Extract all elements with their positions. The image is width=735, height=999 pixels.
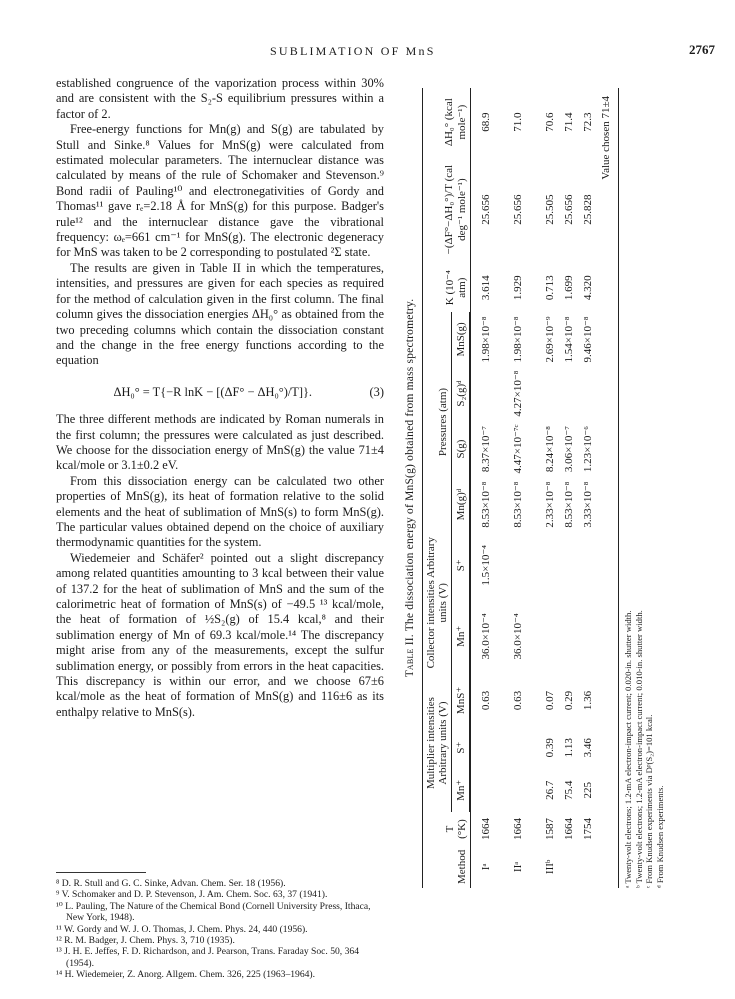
cell-dh: 68.9 (479, 112, 492, 132)
body-paragraph: From this dissociation energy can be calculated two other properties of MnS(g), its heat of formation relative to the solid elements and the heat of sublimation of MnS(s) to form MnS(g). The particular values obtained depend on the choice of auxiliary thermodynamic quantities for the system. (56, 473, 384, 550)
cell-ps: 8.37×10⁻⁷ (480, 426, 492, 473)
cell-pmn: 8.53×10⁻⁸ (480, 481, 492, 528)
cell-ps2 (559, 366, 578, 420)
table-row (578, 88, 597, 888)
header-mn-plus: Mn⁺ (452, 768, 470, 812)
footnote-rule (56, 872, 146, 873)
cell-cs (578, 532, 597, 599)
cell-fef: 25.656 (511, 194, 524, 225)
equation-number: (3) (369, 384, 384, 399)
cell-dh: 72.3 (581, 112, 594, 132)
cell-pmns: 1.54×10⁻⁸ (563, 316, 575, 363)
footnote: ⁹ V. Schomaker and D. P. Stevenson, J. Am. Chem. Soc. 63, 37 (1941). (56, 889, 328, 901)
header-k: K (10⁻⁴ atm) (423, 263, 470, 312)
cell-pmn: 8.53×10⁻⁸ (512, 481, 524, 528)
footnote: ¹⁴ H. Wiedemeier, Z. Anorg. Allgem. Chem. 326, 225 (1963–1964). (56, 969, 316, 981)
page-number: 2767 (689, 42, 715, 57)
cell-cmn (559, 599, 578, 674)
table-row-chosen (597, 88, 619, 888)
header-p-s: S(g) (452, 421, 470, 478)
cell-t: 1664 (562, 818, 575, 841)
footnotes (56, 878, 384, 981)
cell-k: 3.614 (479, 275, 492, 301)
cell-fef: 25.828 (581, 194, 594, 225)
running-title: SUBLIMATION OF MnS (270, 44, 436, 58)
cell-mns: 0.63 (479, 690, 492, 711)
cell-ps2: 4.27×10⁻⁸ (512, 370, 524, 417)
cell-pmns: 9.46×10⁻⁸ (582, 316, 594, 363)
header-multiplier-group: Multiplier intensities Arbitrary units (V) (423, 674, 452, 812)
cell-mns: 0.29 (562, 690, 575, 711)
cell-s (495, 727, 527, 768)
footnote: ⁸ D. R. Stull and G. C. Sinke, Advan. Chem. Ser. 18 (1956). (56, 878, 286, 889)
cell-t: 1664 (511, 818, 524, 841)
body-paragraph: established congruence of the vaporization process within 30% and are consistent with the S₂-S equilibrium pressures within a factor of 2. (56, 76, 384, 121)
header-collector-mn-plus: Mn⁺ (452, 599, 470, 674)
cell-t: 1754 (581, 818, 594, 841)
table-note: ᵈ From Knudsen experiments. (654, 785, 665, 888)
table-caption (404, 88, 416, 888)
cell-ps: 1.23×10⁻⁶ (582, 426, 594, 473)
cell-fef: 25.505 (543, 194, 556, 225)
footnote: ¹⁰ L. Pauling, The Nature of the Chemical Bond (Cornell University Press, Ithaca, New York, 1948). (56, 900, 371, 924)
cell-pmns: 2.69×10⁻⁹ (544, 316, 556, 363)
cell-ps: 4.47×10⁻⁷ᶜ (512, 424, 524, 474)
cell-mn: 225 (581, 782, 594, 799)
cell-cmn: 36.0×10⁻⁴ (512, 613, 524, 660)
cell-mn (471, 768, 496, 812)
cell-method: IIIᵇ (543, 859, 556, 875)
equation (56, 385, 384, 400)
cell-s: 3.46 (581, 738, 594, 758)
cell-ps: 8.24×10⁻⁸ (544, 426, 556, 473)
cell-method: Iᵃ (479, 863, 492, 871)
cell-dh: 71.0 (511, 112, 524, 132)
cell-dh: 70.6 (543, 112, 556, 132)
cell-pmns: 1.98×10⁻⁸ (480, 316, 492, 363)
cell-mns: 0.63 (511, 690, 524, 711)
cell-pmn: 2.33×10⁻⁸ (544, 481, 556, 528)
table-note: ᵇ Twenty-volt electrons; 1.2-mA electron-impact current; 0.010-in. shutter width. (633, 610, 644, 888)
footnote: ¹³ J. H. E. Jeffes, F. D. Richardson, and J. Pearson, Trans. Faraday Soc. 50, 364 (1954). (56, 946, 359, 969)
equation-text: ΔH₀° = T{−R lnK − [(ΔF° − ΔH₀°)/T]}. (113, 384, 313, 399)
cell-k: 0.713 (543, 275, 556, 301)
cell-cs (559, 532, 578, 599)
rotated-table (404, 88, 724, 888)
cell-k: 1.929 (511, 275, 524, 301)
table-note: ᵃ Twenty-volt electrons; 1.2-mA electron-impact current; 0.020-in. shutter width. (623, 610, 633, 888)
cell-method: IIᵃ (511, 861, 524, 873)
left-text-column (56, 76, 384, 720)
table-row (495, 88, 527, 888)
header-p-mns: MnS(g) (452, 312, 470, 366)
cell-mns: 0.07 (543, 690, 556, 711)
table-row (559, 88, 578, 888)
cell-cs: 1.5×10⁻⁴ (480, 544, 492, 586)
header-method: Method (423, 846, 470, 888)
body-paragraph: Wiedemeier and Schäfer² pointed out a slight discrepancy among related quantities amounting to 3 kcal between their value of 137.2 for the heat of sublimation of MnS and the sum of the calorimetric heat of formation of MnS(s) of −49.5 ¹³ kcal/mole, the heat of formation of ½S₂(g) of 15.4 kcal,⁸ and their sublimation energy of Mn of 69.3 kcal/mole.¹⁴ The discrepancy might arise from any of the measurements, except the sulfur sublimation energy, or possibly from errors in the heat capacities. This discrepancy is within our error, and we choose 67±6 kcal/mole as the heat of formation of MnS(g) and 116±6 as its enthalpy relative to MnS(s). (56, 550, 384, 719)
cell-cs (527, 532, 559, 599)
table-notes (623, 88, 665, 888)
cell-pmns: 1.98×10⁻⁸ (512, 316, 524, 363)
cell-pmn: 3.33×10⁻⁸ (582, 481, 594, 528)
footnote: ¹¹ W. Gordy and W. J. O. Thomas, J. Chem. Phys. 24, 440 (1956). (56, 923, 308, 935)
header-mns-plus: MnS⁺ (452, 674, 470, 727)
cell-t: 1664 (479, 818, 492, 841)
header-collector-s-plus: S⁺ (452, 532, 470, 599)
body-paragraph: Free-energy functions for Mn(g) and S(g) are tabulated by Stull and Sinke.⁸ Values for MnS(g) were calculated from estimated molecular parameters. The internuclear distance was calculated by means of the rule of Schomaker and Stevenson.⁹ Bond radii of Pauling¹⁰ and electronegativities of Gordy and Thomas¹¹ gave rₑ=2.18 Å for MnS(g) for this purpose. Badger's rule¹² and the internuclear distance gave the vibrational frequency: ωₑ=661 cm⁻¹ for MnS(g). The electronic degeneracy for MnS was taken to be 2 corresponding to postulated ²Σ state. (56, 122, 384, 260)
value-chosen: Value chosen 71±4 (600, 96, 612, 180)
cell-dh: 71.4 (562, 112, 575, 132)
table-caption-label: Table II. (404, 634, 416, 678)
header-free-energy: −(ΔF°−ΔH₀°)/T (cal deg⁻¹ mole⁻¹) (423, 156, 470, 263)
cell-s (471, 727, 496, 768)
table-caption-text: The dissociation energy of MnS(g) obtained from mass spectrometry. (404, 298, 416, 632)
header-dh: ΔH₀° (kcal mole⁻¹) (423, 88, 470, 156)
cell-t: 1587 (543, 818, 556, 841)
cell-fef: 25.656 (479, 194, 492, 225)
cell-pmn: 8.53×10⁻⁸ (563, 481, 575, 528)
table-row (527, 88, 559, 888)
header-s-plus: S⁺ (452, 727, 470, 768)
cell-cmn (527, 599, 559, 674)
header-p-mn: Mn(g)ᵈ (452, 478, 470, 532)
cell-ps2 (527, 366, 559, 420)
cell-cmn (578, 599, 597, 674)
data-table (422, 88, 619, 888)
cell-cmn: 36.0×10⁻⁴ (480, 613, 492, 660)
cell-ps: 3.06×10⁻⁷ (563, 426, 575, 473)
cell-mn (495, 768, 527, 812)
header-temperature: T (°K) (423, 812, 470, 845)
header-pressures-group: Pressures (atm) (423, 312, 452, 531)
cell-mns: 1.36 (581, 690, 594, 711)
table-row (471, 88, 496, 888)
cell-mn: 26.7 (543, 780, 556, 800)
cell-s: 1.13 (562, 738, 575, 758)
cell-k: 4.320 (581, 275, 594, 301)
cell-s: 0.39 (543, 738, 556, 758)
footnote: ¹² R. M. Badger, J. Chem. Phys. 3, 710 (1935). (56, 935, 235, 947)
body-paragraph: The results are given in Table II in which the temperatures, intensities, and pressures are given for each species as required for the method of calculation given in the first column. The final column gives the dissociation energies ΔH₀° as obtained from the two preceding columns which contain the dissociation constant and the change in the free energy functions according to the equation (56, 260, 384, 368)
table-note: ᶜ From Knudsen experiments via Dᵖ(S₂)=101 kcal. (644, 714, 654, 888)
cell-fef: 25.656 (562, 194, 575, 225)
cell-cs (495, 532, 527, 599)
cell-ps2 (471, 366, 496, 420)
cell-ps2 (578, 366, 597, 420)
body-paragraph: The three different methods are indicated by Roman numerals in the first column; the pressures were calculated as just described. We choose for the dissociation energy of MnS(g) the value 71±4 kcal/mole or 3.1±0.2 eV. (56, 412, 384, 473)
header-collector-group: Collector intensities Arbitrary units (V) (423, 532, 452, 674)
cell-mn: 75.4 (562, 780, 575, 800)
cell-method (578, 846, 597, 888)
cell-method (559, 846, 578, 888)
header-p-s2: S₂(g)ᵈ (452, 366, 470, 420)
cell-k: 1.699 (562, 275, 575, 301)
